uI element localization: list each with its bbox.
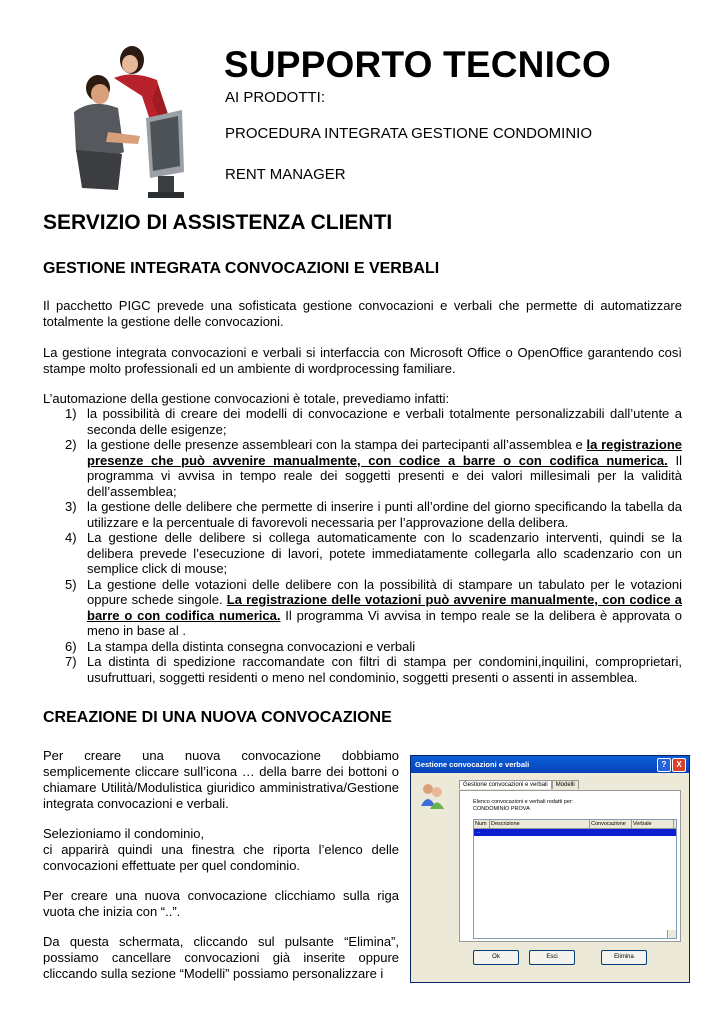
grid-row-new[interactable]: ..: [474, 829, 676, 836]
emphasis-text: La registrazione delle votazioni può avvenire manualmente, con codice a barre o con codifica numerica.: [87, 592, 682, 623]
grid-header: Num Descrizione Convocazione Verbale: [474, 820, 676, 829]
scrollbar-corner: [667, 930, 676, 938]
header-line-rent-manager: RENT MANAGER: [225, 166, 346, 183]
list-item: 3) la gestione delle delibere che permette di inserire i punti all’ordine del giorno specificando la tabella da utilizzare e la percentuale di favorevoli necessaria per l’approvazione della delibera.: [65, 499, 682, 530]
esci-button[interactable]: Esci: [529, 950, 575, 965]
emphasis-text: la registrazione presenze che può avvenire manualmente, con codice a barre o con codifica numerica.: [87, 437, 682, 468]
convocazioni-grid: [473, 819, 677, 939]
paragraph-intro: Il pacchetto PIGC prevede una sofisticata gestione convocazioni e verbali che permette di automatizzare totalmente la gestione delle convocazioni.: [43, 298, 682, 329]
users-icon: [419, 780, 445, 810]
features-list: [43, 406, 682, 685]
elimina-button[interactable]: Elimina: [601, 950, 647, 965]
list-item: 1) la possibilità di creare dei modelli di convocazione e verbali totalmente personalizzabili dall’utente a seconda delle esigenze;: [65, 406, 682, 437]
dialog-panel: [459, 790, 681, 942]
list-item: 4) La gestione delle delibere si collega automaticamente con lo scadenzario interventi, quindi se la delibera prevede l’esecuzione di lavori, potete immediatamente collegarla allo scadenzario con un semplice click di mouse;: [65, 530, 682, 576]
paragraph-elimina: Da questa schermata, cliccando sul pulsante “Elimina”, possiamo cancellare convocazioni già inserite oppure cliccando sulla sezione “Modelli” possiamo personalizzare i: [43, 934, 399, 981]
paragraph-select-condominio: Selezioniamo il condominio, ci apparirà quindi una finestra che riporta l’elenco delle convocazioni effettuate per quel condominio.: [43, 826, 399, 873]
list-item: 6) La stampa della distinta consegna convocazioni e verbali: [65, 638, 416, 654]
dialog-title-bar: [411, 756, 689, 773]
section-title: SERVIZIO DI ASSISTENZA CLIENTI: [43, 211, 393, 234]
ok-button[interactable]: Ok: [473, 950, 519, 965]
paragraph-create: Per creare una nuova convocazione dobbiamo semplicemente cliccare sull’icona … della barre dei bottoni o chiamare Utilità/Modulistica giuridico amministrativa/Gestione integrata convocazioni e verbali.: [43, 748, 399, 811]
paragraph-new-row: Per creare una nuova convocazione clicchiamo sulla riga vuota che inizia con “..”.: [43, 888, 399, 919]
list-item: 2) la gestione delle presenze assembleari con la stampa dei partecipanti all’assemblea e la registrazione presenze che può avvenire manualmente, con codice a barre o con codifica numerica. Il programma vi avvisa in tempo reale dei soggetti presenti e dei valori millesimali per la validità dell’assemblea;: [65, 437, 682, 499]
dialog-title: Gestione convocazioni e verbali: [415, 760, 530, 769]
subsection-title-convocazioni: GESTIONE INTEGRATA CONVOCAZIONI E VERBALI: [43, 260, 440, 277]
dialog-tabs: [459, 780, 579, 789]
close-button[interactable]: X: [672, 758, 686, 772]
dialog-screenshot: [410, 755, 690, 983]
paragraph-office: La gestione integrata convocazioni e verbali si interfaccia con Microsoft Office o OpenOffice garantendo così stampe molto professionali ed un ambiente di wordprocessing familiare.: [43, 345, 682, 376]
header-line-procedure: PROCEDURA INTEGRATA GESTIONE CONDOMINIO: [225, 125, 592, 142]
list-item: 7) La distinta di spedizione raccomandate con filtri di stampa per condomini,inquilini, comproprietari, usufruttuari, soggetti residenti o meno nel condominio, soggetti presenti o assenti in assemblea.: [65, 654, 682, 685]
people-at-computer-illustration: [62, 40, 192, 200]
help-button[interactable]: ?: [657, 758, 671, 772]
tab-modelli[interactable]: Modelli: [552, 780, 579, 789]
header-line-products: AI PRODOTTI:: [225, 89, 326, 106]
tab-gestione[interactable]: Gestione convocazioni e verbali: [459, 780, 552, 789]
dialog-label: Elenco convocazioni e verbali redatti per: CONDOMINIO PROVA: [473, 799, 574, 812]
paragraph-automation: L’automazione della gestione convocazioni è totale, prevediamo infatti:: [43, 391, 450, 406]
page-title: SUPPORTO TECNICO: [224, 44, 611, 85]
list-item: 5) La gestione delle votazioni delle delibere con la possibilità di stampare un tabulato per le votazioni oppure schede singole. La registrazione delle votazioni può avvenire manualmente, con codice a barre o con codifica numerica. Il programma Vi avvisa in tempo reale se la delibera è approvata o meno in base al .: [65, 576, 682, 638]
subsection-title-nuova-convocazione: CREAZIONE DI UNA NUOVA CONVOCAZIONE: [43, 709, 392, 726]
